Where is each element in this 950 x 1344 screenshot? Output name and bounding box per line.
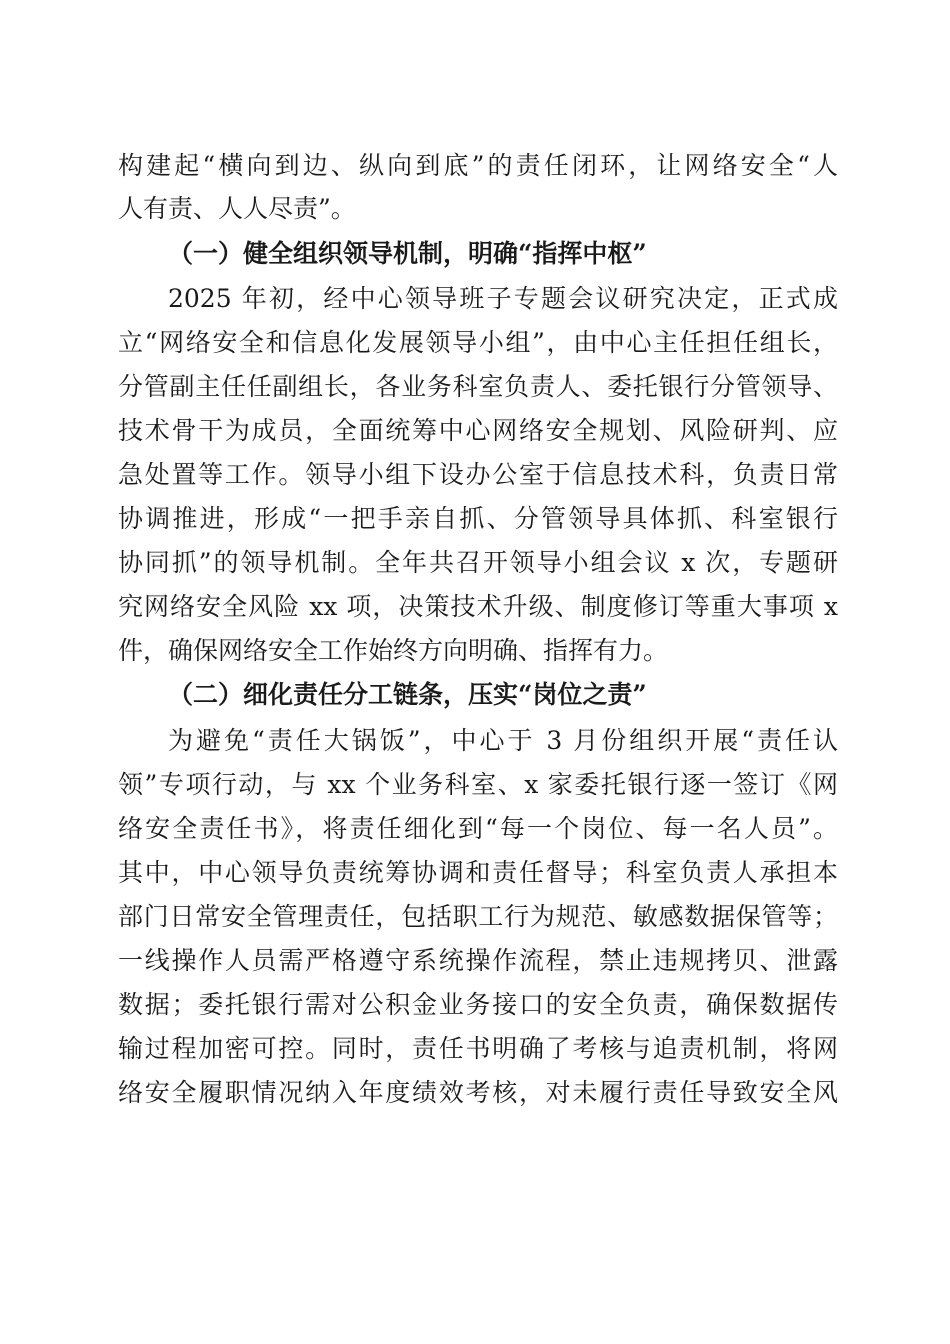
section-2-line-7: 数据；委托银行需对公积金业务接口的安全负责，确保数据传 xyxy=(118,990,838,1019)
section-2-heading: （二）细化责任分工链条，压实“岗位之责” xyxy=(168,680,647,709)
section-1-line-5: 急处置等工作。领导小组下设办公室于信息技术科，负责日常 xyxy=(118,460,838,489)
intro-line-2: 人有责、人人尽责”。 xyxy=(118,194,356,223)
section-1-line-4: 技术骨干为成员，全面统筹中心网络安全规划、风险研判、应 xyxy=(118,416,838,445)
section-2-line-2: 领”专项行动，与 xx 个业务科室、x 家委托银行逐一签订《网 xyxy=(118,770,838,799)
section-1-line-3: 分管副主任任副组长，各业务科室负责人、委托银行分管领导、 xyxy=(118,372,838,401)
section-2-line-1: 为避免“责任大锅饭”，中心于 3 月份组织开展“责任认 xyxy=(168,726,838,755)
section-2-line-3: 络安全责任书》，将责任细化到“每一个岗位、每一名人员”。 xyxy=(118,814,838,843)
intro-line-1: 构建起“横向到边、纵向到底”的责任闭环，让网络安全“人 xyxy=(118,151,838,180)
section-2-line-4: 其中，中心领导负责统筹协调和责任督导；科室负责人承担本 xyxy=(118,858,838,887)
section-1-line-7: 协同抓”的领导机制。全年共召开领导小组会议 x 次，专题研 xyxy=(118,548,838,577)
section-1-line-2: 立“网络安全和信息化发展领导小组”，由中心主任担任组长， xyxy=(118,328,838,357)
section-1-line-8: 究网络安全风险 xx 项，决策技术升级、制度修订等重大事项 x xyxy=(118,592,838,621)
section-2-line-5: 部门日常安全管理责任，包括职工行为规范、敏感数据保管等； xyxy=(118,902,838,931)
section-2-line-6: 一线操作人员需严格遵守系统操作流程，禁止违规拷贝、泄露 xyxy=(118,946,838,975)
section-1-line-9: 件，确保网络安全工作始终方向明确、指挥有力。 xyxy=(118,636,669,665)
section-1-heading: （一）健全组织领导机制，明确“指挥中枢” xyxy=(168,239,647,268)
section-2-line-9: 络安全履职情况纳入年度绩效考核，对未履行责任导致安全风 xyxy=(118,1078,838,1107)
section-2-line-8: 输过程加密可控。同时，责任书明确了考核与追责机制，将网 xyxy=(118,1034,838,1063)
section-1-line-6: 协调推进，形成“一把手亲自抓、分管领导具体抓、科室银行 xyxy=(118,504,838,533)
section-1-line-1: 2025 年初，经中心领导班子专题会议研究决定，正式成 xyxy=(168,284,838,313)
